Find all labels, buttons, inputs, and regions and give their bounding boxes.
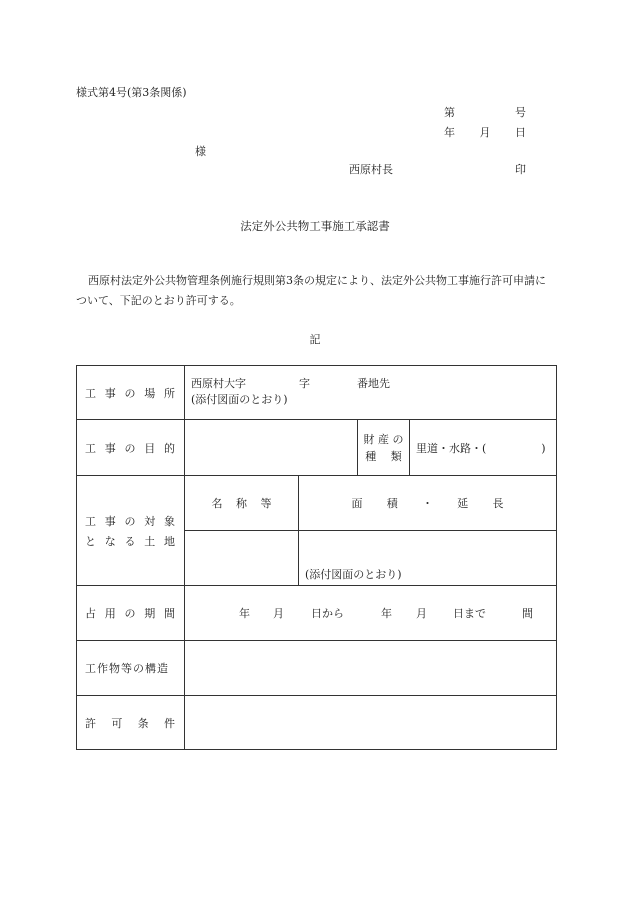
value-conditions <box>185 696 557 750</box>
ki-heading: 記 <box>309 333 321 346</box>
date-year: 年 <box>444 126 455 139</box>
row-target-header <box>77 476 557 531</box>
form-id: 様式第4号(第3条関係) <box>76 86 187 99</box>
value-purpose <box>185 420 358 476</box>
label-purpose: 工 事 の 目 的 <box>77 420 185 476</box>
label-structure: 工作物等の構造 <box>77 641 185 696</box>
label-conditions: 許 可 条 件 <box>77 696 185 750</box>
area-header: 面 積 ・ 延 長 <box>299 476 557 531</box>
area-value <box>299 531 557 586</box>
name-header: 名 称 等 <box>185 476 299 531</box>
value-period: 年 月 日から 年 月 日まで 間 <box>185 586 557 641</box>
body-paragraph: 西原村法定外公共物管理条例施行規則第3条の規定により、法定外公共物工事施行許可申請について、下記のとおり許可する。 <box>76 274 546 307</box>
area-note: (添付図面のとおり) <box>305 568 402 581</box>
row-purpose <box>77 420 557 476</box>
issuer: 西原村長 <box>349 163 393 176</box>
number-prefix: 第 <box>444 106 455 119</box>
document-number <box>444 104 526 120</box>
approval-table <box>76 365 557 750</box>
document-title: 法定外公共物工事施工承認書 <box>240 219 390 233</box>
row-conditions <box>77 696 557 750</box>
number-suffix: 号 <box>515 106 526 119</box>
value-location: 西原村大字 字 番地先 (添付図面のとおり) <box>185 366 557 420</box>
label-period: 占 用 の 期 間 <box>77 586 185 641</box>
row-structure <box>77 641 557 696</box>
row-location <box>77 366 557 420</box>
row-period <box>77 586 557 641</box>
date-month: 月 <box>479 126 491 139</box>
property-type-value: 里道・水路・( ) <box>416 441 546 455</box>
property-type-label: 財 産 の 種 類 <box>358 420 410 475</box>
property-type-cell <box>358 420 557 476</box>
label-target: 工 事 の 対 象 と な る 土 地 <box>77 476 185 586</box>
date-day: 日 <box>515 126 526 139</box>
label-location: 工 事 の 場 所 <box>77 366 185 420</box>
issue-date <box>444 124 526 140</box>
name-value <box>185 531 299 586</box>
value-structure <box>185 641 557 696</box>
seal-mark: 印 <box>515 163 526 176</box>
addressee: 様 <box>195 145 206 158</box>
